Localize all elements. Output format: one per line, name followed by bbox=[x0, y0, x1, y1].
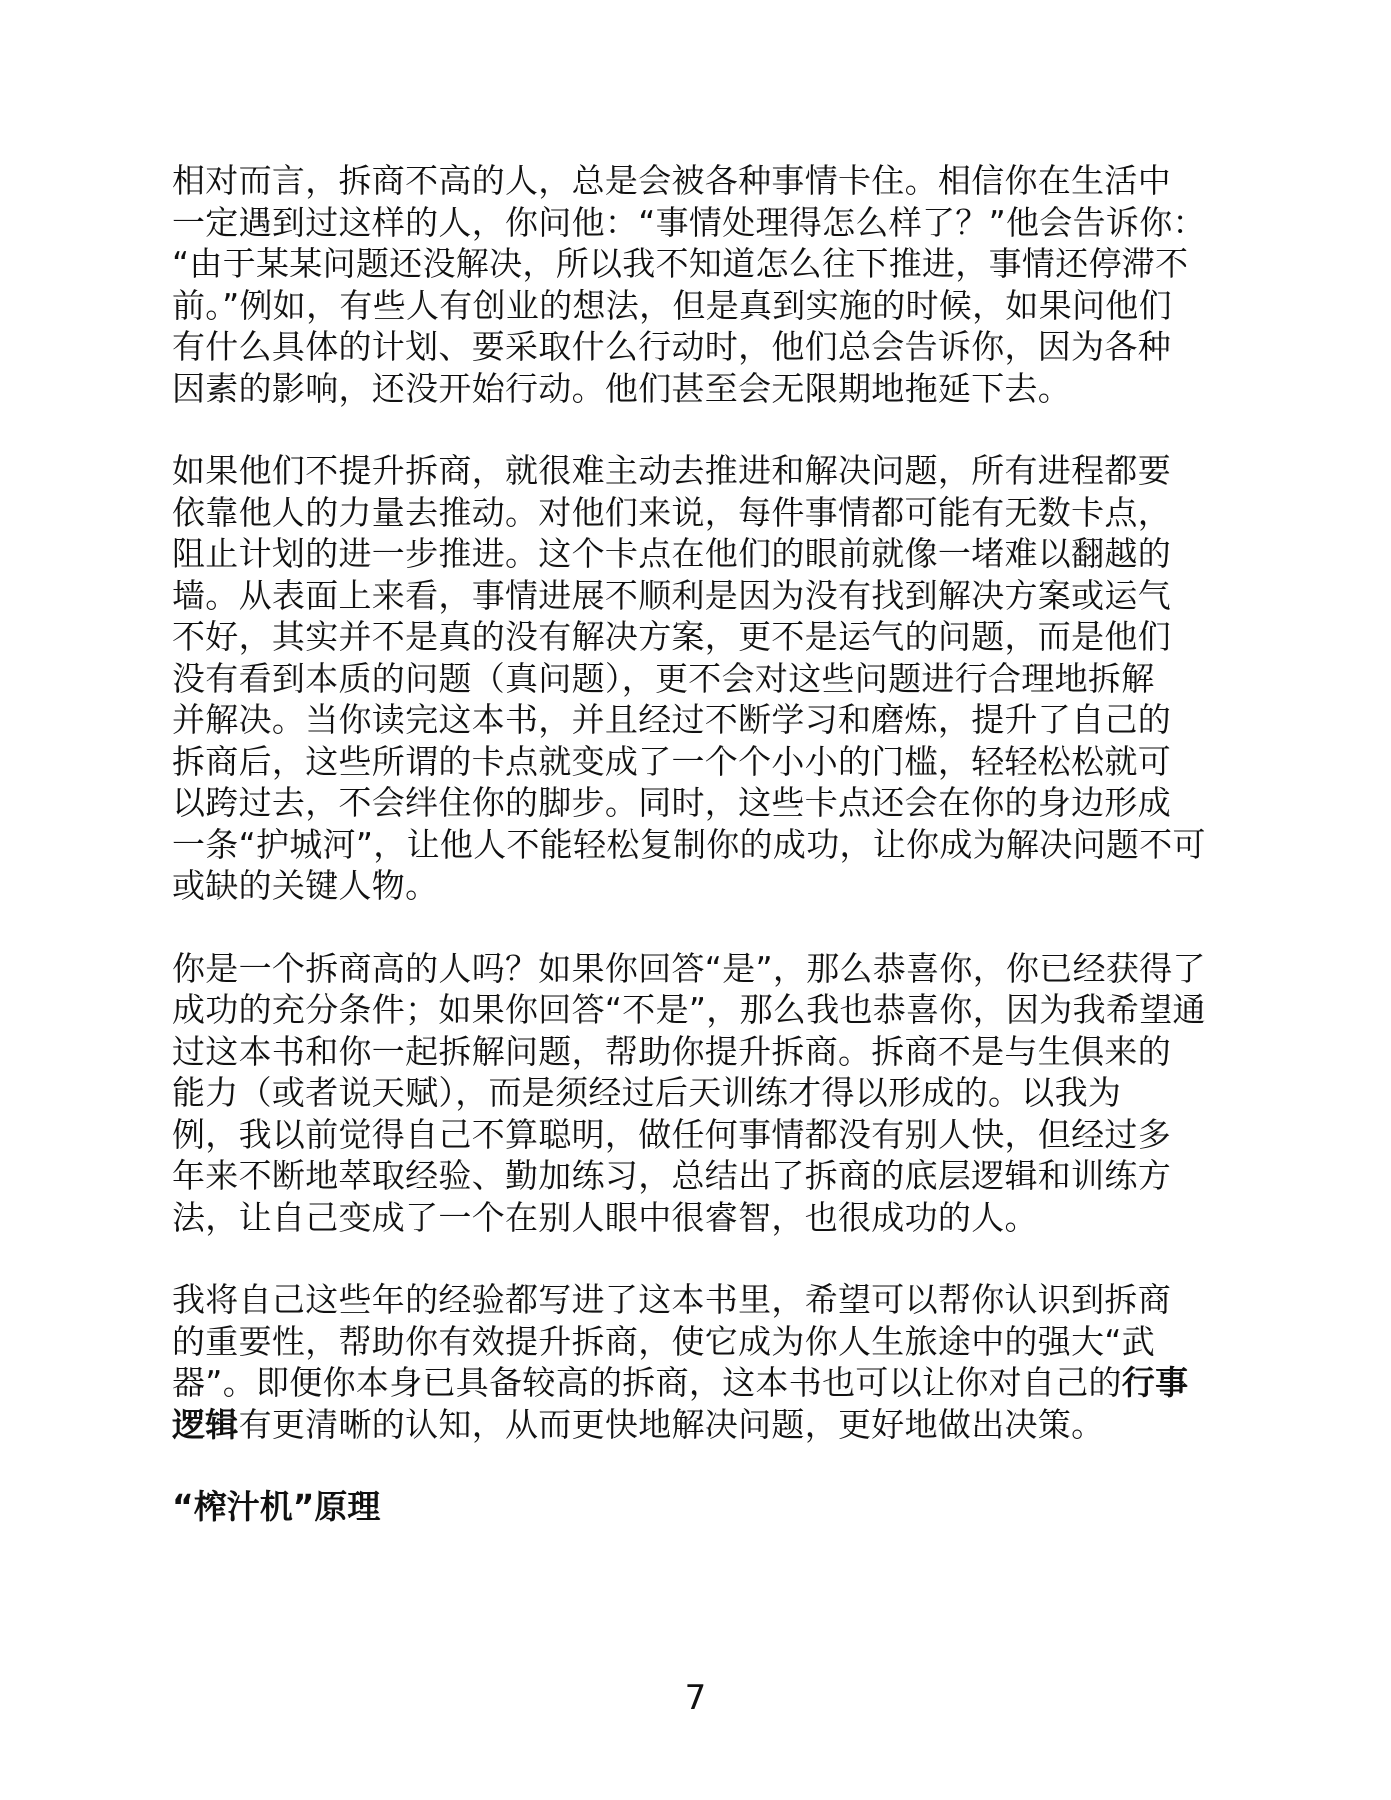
text-line: 一条“护城河”，让他人不能轻松复制你的成功，让你成为解决问题不可 bbox=[172, 824, 1206, 864]
text-line: 你是一个拆商高的人吗？如果你回答“是”，那么恭喜你，你已经获得了 bbox=[172, 948, 1206, 988]
text-run: 有更清晰的认知，从而更快地解决问题，更好地做出决策。 bbox=[238, 1404, 1105, 1444]
text-line: 墙。从表面上来看，事情进展不顺利是因为没有找到解决方案或运气 bbox=[172, 575, 1171, 615]
text-line: 阻止计划的进一步推进。这个卡点在他们的眼前就像一堵难以翻越的 bbox=[172, 534, 1171, 573]
text-line-mixed bbox=[172, 1404, 1222, 1446]
text-line: 依靠他人的力量去推动。对他们来说，每件事情都可能有无数卡点， bbox=[172, 492, 1171, 532]
text-run: 器”。即便你本身已具备较高的拆商，这本书也可以让你对自己的 bbox=[172, 1363, 1122, 1402]
text-line: 例，我以前觉得自己不算聪明，做任何事情都没有别人快，但经过多 bbox=[172, 1114, 1171, 1154]
text-line: 年来不断地萃取经验、勤加练习，总结出了拆商的底层逻辑和训练方 bbox=[172, 1156, 1171, 1195]
paragraph-3 bbox=[172, 948, 1222, 1239]
bold-text-run: 行事 bbox=[1121, 1363, 1189, 1402]
text-line: 成功的充分条件；如果你回答“不是”，那么我也恭喜你，因为我希望通 bbox=[172, 990, 1206, 1029]
text-line: 拆商后，这些所谓的卡点就变成了一个个小小的门槛，轻轻松松就可 bbox=[172, 741, 1171, 781]
page-number: 7 bbox=[684, 1678, 707, 1718]
paragraph-4 bbox=[172, 1279, 1222, 1445]
text-line: 能力（或者说天赋），而是须经过后天训练才得以形成的。以我为 bbox=[172, 1073, 1122, 1112]
bold-text-run: 逻辑 bbox=[172, 1404, 239, 1444]
text-line: 或缺的关键人物。 bbox=[172, 866, 439, 905]
text-line: 我将自己这些年的经验都写进了这本书里，希望可以帮你认识到拆商 bbox=[172, 1280, 1171, 1319]
text-line: 没有看到本质的问题（真问题），更不会对这些问题进行合理地拆解 bbox=[172, 658, 1155, 698]
section-heading: “榨汁机”原理 bbox=[172, 1487, 381, 1526]
text-line: 如果他们不提升拆商，就很难主动去推进和解决问题，所有进程都要 bbox=[172, 451, 1171, 490]
paragraph-2 bbox=[172, 450, 1222, 907]
paragraph-1 bbox=[172, 160, 1222, 409]
text-line: 前。”例如，有些人有创业的想法，但是真到实施的时候，如果问他们 bbox=[172, 285, 1172, 325]
text-line: 并解决。当你读完这本书，并且经过不断学习和磨炼，提升了自己的 bbox=[172, 700, 1171, 739]
text-line: 一定遇到过这样的人，你问他：“事情处理得怎么样了？”他会告诉你： bbox=[172, 202, 1206, 242]
text-line: 的重要性，帮助你有效提升拆商，使它成为你人生旅途中的强大“武 bbox=[172, 1321, 1156, 1361]
page-content bbox=[172, 160, 1222, 1528]
text-line: 过这本书和你一起拆解问题，帮助你提升拆商。拆商不是与生俱来的 bbox=[172, 1031, 1171, 1071]
text-line: 以跨过去，不会绊住你的脚步。同时，这些卡点还会在你的身边形成 bbox=[172, 783, 1171, 822]
text-line: 法，让自己变成了一个在别人眼中很睿智，也很成功的人。 bbox=[172, 1197, 1038, 1237]
text-line: 相对而言，拆商不高的人，总是会被各种事情卡住。相信你在生活中 bbox=[172, 161, 1171, 200]
text-line: 有什么具体的计划、要采取什么行动时，他们总会告诉你，因为各种 bbox=[172, 327, 1171, 366]
text-line: 不好，其实并不是真的没有解决方案，更不是运气的问题，而是他们 bbox=[172, 617, 1171, 656]
text-line: “由于某某问题还没解决，所以我不知道怎么往下推进，事情还停滞不 bbox=[172, 244, 1189, 283]
text-line-mixed bbox=[172, 1362, 1222, 1404]
text-line: 因素的影响，还没开始行动。他们甚至会无限期地拖延下去。 bbox=[172, 368, 1072, 408]
